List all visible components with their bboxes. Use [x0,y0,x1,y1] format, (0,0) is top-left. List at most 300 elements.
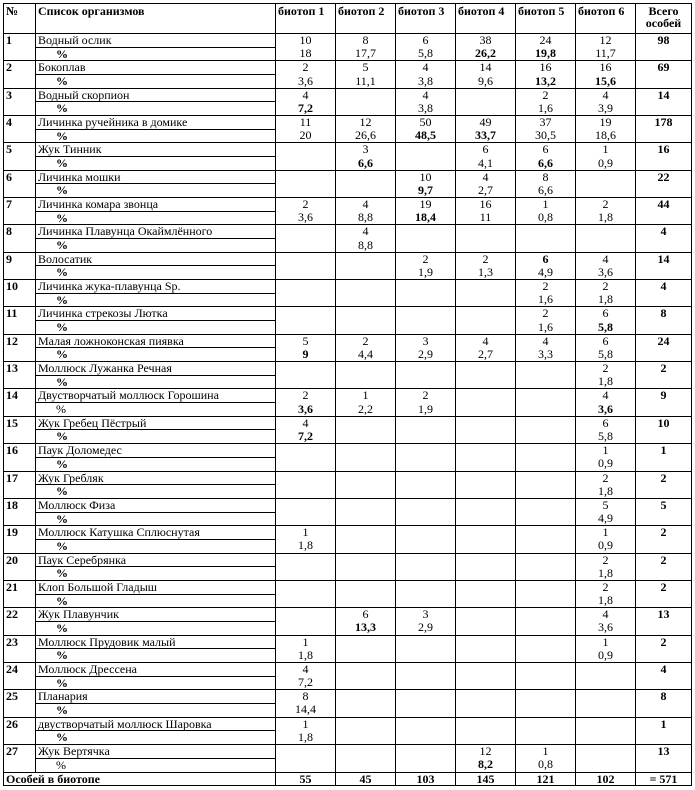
count-biotope-1 [276,170,336,184]
count-biotope-4: 12 [456,744,516,758]
row-total: 44 [636,198,692,225]
count-biotope-4: 4 [456,170,516,184]
percent-biotope-2 [336,430,396,444]
row-total: 98 [636,34,692,61]
percent-biotope-5 [516,567,576,581]
percent-biotope-2 [336,703,396,717]
footer-biotope-4: 145 [456,773,516,786]
header-list: Список организмов [36,4,276,34]
percent-row [4,485,692,499]
row-number: 13 [4,362,36,389]
percent-label: % [36,485,276,499]
percent-biotope-6: 0,9 [576,649,636,663]
percent-biotope-3: 1,9 [396,403,456,417]
header-biotope-1: биотоп 1 [276,4,336,34]
percent-row [4,157,692,171]
percent-biotope-2 [336,731,396,745]
percent-biotope-2: 4,4 [336,348,396,362]
organism-row [4,116,692,130]
count-biotope-5 [516,362,576,376]
count-biotope-5 [516,444,576,458]
organism-name: Двустворчатый моллюск Горошина [36,389,276,403]
count-biotope-4: 14 [456,61,516,75]
count-biotope-6: 4 [576,252,636,266]
percent-label: % [36,75,276,89]
count-biotope-1: 11 [276,116,336,130]
count-biotope-3 [396,143,456,157]
row-total: 13 [636,744,692,772]
percent-biotope-1: 3,6 [276,75,336,89]
count-biotope-1: 1 [276,526,336,540]
percent-row [4,129,692,143]
organism-name: Волосатик [36,252,276,266]
count-biotope-3 [396,280,456,294]
organism-row [4,416,692,430]
count-biotope-6: 5 [576,498,636,512]
count-biotope-2: 12 [336,116,396,130]
percent-biotope-3 [396,485,456,499]
percent-biotope-1: 3,6 [276,211,336,225]
percent-biotope-2 [336,539,396,553]
percent-row [4,348,692,362]
count-biotope-2 [336,717,396,731]
percent-biotope-6: 1,8 [576,594,636,608]
organism-name: Планария [36,690,276,704]
percent-label: % [36,129,276,143]
count-biotope-4 [456,416,516,430]
percent-biotope-2 [336,594,396,608]
percent-label: % [36,293,276,307]
percent-biotope-1: 7,2 [276,676,336,690]
percent-label: % [36,649,276,663]
row-total: 2 [636,471,692,498]
row-number: 5 [4,143,36,170]
row-total: 13 [636,608,692,635]
percent-label: % [36,375,276,389]
percent-biotope-4 [456,649,516,663]
count-biotope-2 [336,526,396,540]
percent-biotope-6: 1,8 [576,293,636,307]
percent-biotope-4: 11 [456,211,516,225]
row-total: 14 [636,88,692,115]
row-number: 6 [4,170,36,197]
percent-biotope-3 [396,157,456,171]
count-biotope-3: 4 [396,88,456,102]
percent-biotope-3: 5,8 [396,47,456,61]
percent-biotope-4: 4,1 [456,157,516,171]
organism-name: Личинка стрекозы Лютка [36,307,276,321]
percent-biotope-4 [456,321,516,335]
percent-biotope-1 [276,266,336,280]
organism-name: Клоп Большой Гладыш [36,580,276,594]
percent-biotope-2 [336,567,396,581]
percent-biotope-6: 1,8 [576,567,636,581]
count-biotope-2 [336,744,396,758]
count-biotope-5: 24 [516,34,576,48]
count-biotope-5 [516,471,576,485]
percent-biotope-2: 6,6 [336,157,396,171]
count-biotope-3: 3 [396,608,456,622]
percent-biotope-2 [336,457,396,471]
percent-biotope-1: 1,8 [276,731,336,745]
percent-biotope-5 [516,539,576,553]
header-biotope-5: биотоп 5 [516,4,576,34]
count-biotope-2 [336,553,396,567]
percent-row [4,731,692,745]
count-biotope-6: 6 [576,416,636,430]
row-number: 23 [4,635,36,662]
percent-biotope-5 [516,621,576,635]
percent-biotope-5: 30,5 [516,129,576,143]
row-total: 14 [636,252,692,279]
organism-row [4,635,692,649]
percent-biotope-1 [276,485,336,499]
organism-name: Личинка ручейника в домике [36,116,276,130]
percent-biotope-4 [456,567,516,581]
percent-biotope-4: 2,7 [456,348,516,362]
count-biotope-2 [336,307,396,321]
percent-biotope-5: 4,9 [516,266,576,280]
percent-biotope-1: 1,8 [276,649,336,663]
count-biotope-2: 5 [336,61,396,75]
row-number: 16 [4,444,36,471]
count-biotope-3 [396,526,456,540]
organism-row [4,553,692,567]
count-biotope-6: 19 [576,116,636,130]
organism-name: Жук Тинник [36,143,276,157]
count-biotope-3 [396,717,456,731]
count-biotope-4 [456,717,516,731]
count-biotope-5: 2 [516,88,576,102]
percent-row [4,567,692,581]
percent-biotope-4 [456,621,516,635]
row-number: 27 [4,744,36,772]
organism-name: Личинка комара звонца [36,198,276,212]
count-biotope-2 [336,580,396,594]
footer-label: Особей в биотопе [4,773,276,786]
percent-biotope-6 [576,758,636,772]
percent-biotope-2 [336,102,396,116]
percent-biotope-1: 3,6 [276,403,336,417]
organism-name: Водный скорпион [36,88,276,102]
percent-biotope-4 [456,102,516,116]
count-biotope-1 [276,280,336,294]
organism-row [4,198,692,212]
organism-row [4,280,692,294]
count-biotope-6: 2 [576,280,636,294]
count-biotope-2 [336,444,396,458]
count-biotope-2 [336,471,396,485]
percent-label: % [36,512,276,526]
count-biotope-4 [456,608,516,622]
percent-biotope-6: 1,8 [576,485,636,499]
organism-name: Водный ослик [36,34,276,48]
percent-biotope-3 [396,676,456,690]
count-biotope-5: 4 [516,334,576,348]
percent-label: % [36,676,276,690]
organism-row [4,498,692,512]
percent-biotope-6: 0,9 [576,457,636,471]
percent-label: % [36,102,276,116]
percent-biotope-1 [276,375,336,389]
organism-row [4,34,692,48]
percent-biotope-6 [576,703,636,717]
organism-name: Паук Доломедес [36,444,276,458]
count-biotope-4 [456,498,516,512]
count-biotope-4 [456,635,516,649]
count-biotope-1 [276,252,336,266]
count-biotope-5: 2 [516,307,576,321]
percent-biotope-6: 18,6 [576,129,636,143]
row-number: 15 [4,416,36,443]
percent-biotope-3: 2,9 [396,348,456,362]
count-biotope-6: 4 [576,88,636,102]
count-biotope-3 [396,498,456,512]
percent-label: % [36,321,276,335]
count-biotope-4: 16 [456,198,516,212]
count-biotope-5: 2 [516,280,576,294]
percent-biotope-4 [456,375,516,389]
count-biotope-4 [456,662,516,676]
percent-biotope-1 [276,293,336,307]
count-biotope-3: 6 [396,34,456,48]
percent-row [4,47,692,61]
count-biotope-2 [336,280,396,294]
percent-row [4,75,692,89]
percent-biotope-6: 0,9 [576,157,636,171]
percent-biotope-3 [396,731,456,745]
count-biotope-4 [456,444,516,458]
percent-biotope-5 [516,430,576,444]
row-total: 1 [636,444,692,471]
organism-name: Малая ложноконская пиявка [36,334,276,348]
count-biotope-2 [336,635,396,649]
row-total: 2 [636,635,692,662]
organism-name: Жук Вертячка [36,744,276,758]
organism-row [4,690,692,704]
percent-biotope-2: 13,3 [336,621,396,635]
percent-biotope-6 [576,184,636,198]
count-biotope-6 [576,744,636,758]
count-biotope-6: 4 [576,608,636,622]
organism-name: Личинка Плавунца Окаймлённого [36,225,276,239]
percent-biotope-3 [396,430,456,444]
count-biotope-5 [516,553,576,567]
percent-biotope-5 [516,375,576,389]
percent-biotope-4: 8,2 [456,758,516,772]
organisms-table [3,3,692,786]
percent-biotope-4 [456,539,516,553]
count-biotope-4: 6 [456,143,516,157]
percent-biotope-3: 3,8 [396,75,456,89]
count-biotope-5: 6 [516,252,576,266]
footer-biotope-1: 55 [276,773,336,786]
percent-biotope-1: 20 [276,129,336,143]
count-biotope-6: 6 [576,307,636,321]
percent-biotope-2: 11,1 [336,75,396,89]
count-biotope-6: 2 [576,198,636,212]
count-biotope-1: 5 [276,334,336,348]
row-number: 9 [4,252,36,279]
percent-biotope-3 [396,594,456,608]
row-total: 16 [636,143,692,170]
count-biotope-4: 2 [456,252,516,266]
footer-biotope-3: 103 [396,773,456,786]
organism-name: Жук Гребляк [36,471,276,485]
percent-biotope-5 [516,649,576,663]
count-biotope-6 [576,170,636,184]
organism-row [4,526,692,540]
percent-label: % [36,430,276,444]
row-number: 19 [4,526,36,553]
percent-biotope-6: 3,6 [576,403,636,417]
organism-row [4,61,692,75]
header-biotope-3: биотоп 3 [396,4,456,34]
count-biotope-1 [276,225,336,239]
row-number: 14 [4,389,36,416]
organism-name: Бокоплав [36,61,276,75]
count-biotope-1: 4 [276,662,336,676]
percent-biotope-3: 9,7 [396,184,456,198]
count-biotope-4 [456,526,516,540]
percent-biotope-1 [276,457,336,471]
percent-biotope-5: 19,8 [516,47,576,61]
row-number: 18 [4,498,36,525]
percent-row [4,102,692,116]
count-biotope-3 [396,444,456,458]
count-biotope-4 [456,389,516,403]
percent-biotope-4 [456,731,516,745]
percent-biotope-6 [576,239,636,253]
percent-biotope-5 [516,485,576,499]
row-number: 2 [4,61,36,88]
percent-biotope-1 [276,239,336,253]
organism-row [4,334,692,348]
count-biotope-3 [396,635,456,649]
count-biotope-5 [516,635,576,649]
percent-biotope-1 [276,567,336,581]
percent-biotope-1 [276,621,336,635]
organism-name: Личинка жука-плавунца Sp. [36,280,276,294]
header-row [4,4,692,34]
count-biotope-1: 1 [276,717,336,731]
count-biotope-3: 10 [396,170,456,184]
row-number: 22 [4,608,36,635]
percent-biotope-3: 18,4 [396,211,456,225]
percent-biotope-4 [456,430,516,444]
percent-biotope-6 [576,731,636,745]
percent-biotope-2 [336,321,396,335]
organism-row [4,580,692,594]
count-biotope-3 [396,744,456,758]
percent-biotope-3: 3,8 [396,102,456,116]
percent-biotope-2: 8,8 [336,211,396,225]
row-total: 69 [636,61,692,88]
count-biotope-6: 6 [576,334,636,348]
row-total: 4 [636,662,692,689]
percent-row [4,375,692,389]
percent-biotope-2 [336,266,396,280]
percent-biotope-4 [456,457,516,471]
organism-name: двустворчатый моллюск Шаровка [36,717,276,731]
row-number: 8 [4,225,36,252]
count-biotope-1 [276,608,336,622]
percent-biotope-5: 1,6 [516,321,576,335]
percent-biotope-5: 1,6 [516,102,576,116]
percent-biotope-4 [456,594,516,608]
row-total: 2 [636,526,692,553]
count-biotope-4: 4 [456,334,516,348]
count-biotope-1: 2 [276,61,336,75]
percent-row [4,703,692,717]
count-biotope-3 [396,662,456,676]
percent-biotope-2 [336,293,396,307]
header-biotope-2: биотоп 2 [336,4,396,34]
count-biotope-4 [456,307,516,321]
organism-row [4,389,692,403]
organism-row [4,88,692,102]
percent-row [4,184,692,198]
count-biotope-3 [396,580,456,594]
percent-biotope-1 [276,321,336,335]
percent-biotope-5 [516,512,576,526]
count-biotope-4 [456,580,516,594]
percent-biotope-1: 1,8 [276,539,336,553]
count-biotope-6: 16 [576,61,636,75]
header-no: № [4,4,36,34]
percent-biotope-4 [456,512,516,526]
count-biotope-3 [396,416,456,430]
row-total: 10 [636,416,692,443]
count-biotope-6: 1 [576,444,636,458]
percent-label: % [36,348,276,362]
count-biotope-4: 38 [456,34,516,48]
organism-row [4,252,692,266]
organism-name: Моллюск Прудовик малый [36,635,276,649]
percent-biotope-1: 7,2 [276,430,336,444]
count-biotope-5 [516,498,576,512]
percent-label: % [36,184,276,198]
percent-biotope-1 [276,157,336,171]
count-biotope-1: 8 [276,690,336,704]
percent-row [4,430,692,444]
count-biotope-4 [456,471,516,485]
percent-label: % [36,703,276,717]
count-biotope-3: 4 [396,61,456,75]
percent-label: % [36,403,276,417]
percent-biotope-1: 9 [276,348,336,362]
count-biotope-1: 1 [276,635,336,649]
percent-row [4,321,692,335]
count-biotope-4 [456,88,516,102]
count-biotope-6: 2 [576,362,636,376]
count-biotope-2: 1 [336,389,396,403]
row-number: 25 [4,690,36,717]
percent-biotope-1 [276,594,336,608]
row-number: 24 [4,662,36,689]
percent-label: % [36,266,276,280]
count-biotope-1 [276,553,336,567]
count-biotope-5 [516,225,576,239]
percent-biotope-6: 5,8 [576,430,636,444]
percent-biotope-6: 3,6 [576,621,636,635]
count-biotope-3: 50 [396,116,456,130]
organism-row [4,471,692,485]
count-biotope-6: 2 [576,553,636,567]
row-number: 12 [4,334,36,361]
count-biotope-6: 1 [576,526,636,540]
percent-biotope-5: 3,3 [516,348,576,362]
